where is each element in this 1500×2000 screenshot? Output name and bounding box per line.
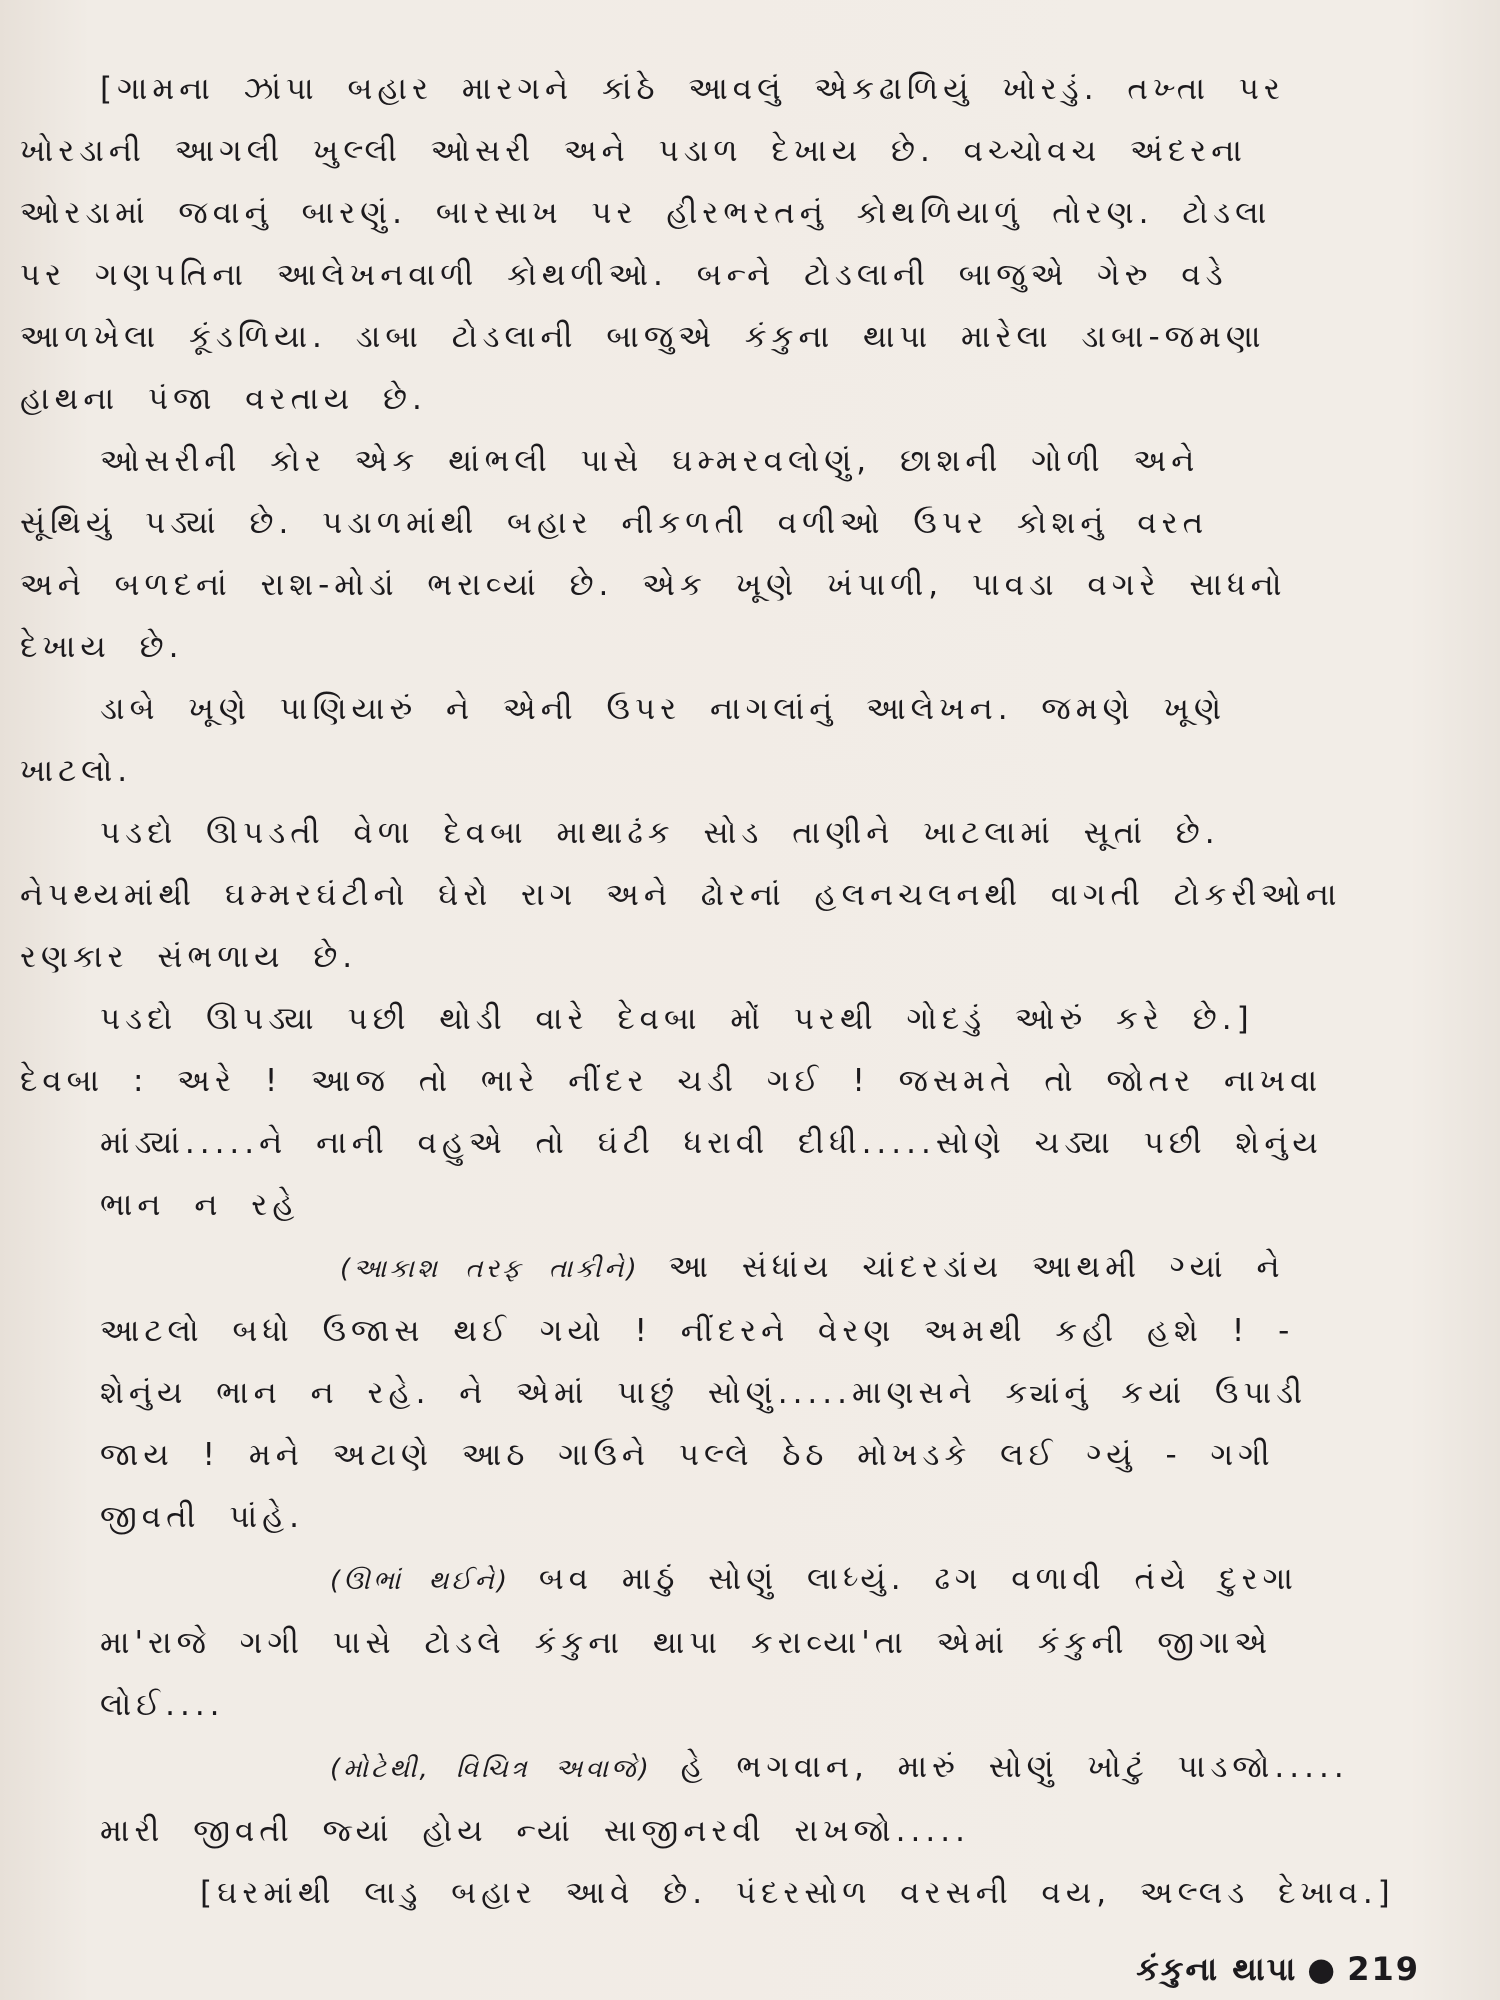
stage-direction-line: નેપથ્યમાંથી ઘમ્મરઘંટીનો ઘેરો રાગ અને ઢોરનાં હલનચલનથી વાગતી ટોકરીઓના <box>20 877 1342 913</box>
stage-direction-line: સૂંથિયું પડ્યાં છે. પડાળમાંથી બહાર નીકળતી વળીઓ ઉપર કોશનું વરત <box>20 505 1209 541</box>
dialogue-line <box>20 1548 1460 1612</box>
dialogue-line: આટલો બધો ઉજાસ થઈ ગયો ! નીંદરને વેરણ અમથી કહી હશે ! - <box>100 1313 1295 1349</box>
dialogue-line <box>20 1736 1460 1800</box>
dialogue-line: માંડ્યાં.....ને નાની વહુએ તો ઘંટી ધરાવી દીધી.....સોણે ચડ્યા પછી શેનુંય <box>100 1125 1323 1161</box>
dialogue-line: જાય ! મને અટાણે આઠ ગાઉને પલ્લે ઠેઠ મોખડકે લઈ ગ્યું - ગગી <box>100 1437 1275 1473</box>
dialogue-line: મા'રાજે ગગી પાસે ટોડલે કંકુના થાપા કરાવ્યા'તા એમાં કંકુની જીગાએ <box>100 1625 1273 1661</box>
stage-direction-line: દેખાય છે. <box>20 629 184 665</box>
stage-direction-line: આળખેલા કૂંડળિયા. ડાબા ટોડલાની બાજુએ કંકુના થાપા મારેલા ડાબા-જમણા <box>20 319 1266 355</box>
stage-direction-line: અને બળદનાં રાશ-મોડાં ભરાવ્યાં છે. એક ખૂણે ખંપાળી, પાવડા વગરે સાધનો <box>20 567 1287 603</box>
stage-direction-line: ઓરડામાં જવાનું બારણું. બારસાખ પર હીરભરતનું કોથળિયાળું તોરણ. ટોડલા <box>20 195 1272 231</box>
stage-direction-line: ખાટલો. <box>20 753 133 789</box>
stage-direction-line: ખોરડાની આગલી ખુલ્લી ઓસરી અને પડાળ દેખાય છે. વચ્ચોવચ અંદરના <box>20 133 1247 169</box>
dialogue-line: ભાન ન રહે <box>100 1187 300 1223</box>
stage-direction-line: ઓસરીની કોર એક થાંભલી પાસે ઘમ્મરવલોણું, છાશની ગોળી અને <box>100 443 1200 479</box>
page-number: 219 <box>1347 1950 1420 1988</box>
stage-direction-line: [ઘરમાંથી લાડુ બહાર આવે છે. પંદરસોળ વરસની વય, અલ્લડ દેખાવ.] <box>200 1875 1395 1911</box>
dialogue-text: હે ભગવાન, મારું સોણું ખોટું પાડજો..... <box>651 1749 1349 1785</box>
dialogue-line: શેનુંય ભાન ન રહે. ને એમાં પાછું સોણું.....માણસને ક્યાંનું કયાં ઉપાડી <box>100 1375 1308 1411</box>
running-title: કંકુના થાપા <box>1136 1950 1298 1988</box>
stage-direction-line: રણકાર સંભળાય છે. <box>20 939 358 975</box>
dialogue-line: મારી જીવતી જ્યાં હોય ન્યાં સાજીનરવી રાખજો..... <box>100 1813 970 1849</box>
inline-direction: (આકાશ તરફ તાકીને) <box>340 1254 640 1284</box>
page-footer <box>1136 1950 1420 1989</box>
stage-direction-line: ડાબે ખૂણે પાણિયારું ને એની ઉપર નાગલાંનું આલેખન. જમણે ખૂણે <box>100 691 1227 727</box>
stage-direction-line: પડદો ઊપડ્યા પછી થોડી વારે દેવબા મોં પરથી ગોદડું ઓરું કરે છે.] <box>100 1001 1254 1037</box>
bullet-icon: ● <box>1307 1950 1338 1988</box>
inline-direction: (ઊભાં થઈને) <box>330 1566 510 1596</box>
dialogue-line: દેવબા : અરે ! આજ તો ભારે નીંદર ચડી ગઈ ! જસમતે તો જોતર નાખવા <box>20 1063 1323 1099</box>
stage-direction-line: પડદો ઊપડતી વેળા દેવબા માથાઢંક સોડ તાણીને ખાટલામાં સૂતાં છે. <box>100 815 1220 851</box>
inline-direction: (મોટેથી, વિચિત્ર અવાજે) <box>330 1754 652 1784</box>
play-text <box>20 58 1460 1924</box>
dialogue-line <box>20 1236 1460 1300</box>
dialogue-line: લોઈ.... <box>100 1687 225 1723</box>
dialogue-text: આ સંધાંય ચાંદરડાંય આથમી ગ્યાં ને <box>639 1249 1285 1285</box>
dialogue-line: જીવતી પાંહે. <box>100 1499 304 1535</box>
stage-direction-line: પર ગણપતિના આલેખનવાળી કોથળીઓ. બન્ને ટોડલાની બાજુએ ગેરુ વડે <box>20 257 1228 293</box>
stage-direction-line: [ગામના ઝાંપા બહાર મારગને કાંઠે આવલું એકઢાળિયું ખોરડું. તખ્તા પર <box>100 71 1285 107</box>
dialogue-text: બવ માઠું સોણું લાધ્યું. ઢગ વળાવી તંયે દુરગા <box>510 1561 1298 1597</box>
stage-direction-line: હાથના પંજા વરતાય છે. <box>20 381 427 417</box>
